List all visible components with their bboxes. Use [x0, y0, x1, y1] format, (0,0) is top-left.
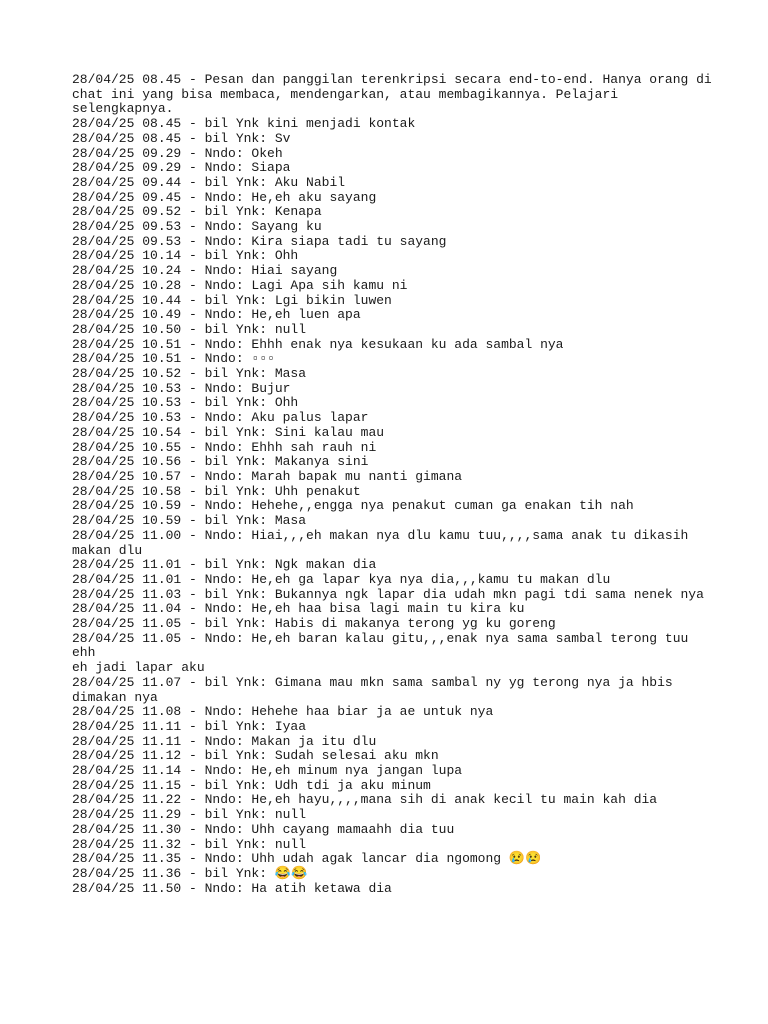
- log-line: 28/04/25 10.52 - bil Ynk: Masa: [72, 366, 307, 382]
- log-line: 28/04/25 11.35 - Nndo: Uhh udah agak lancar dia ngomong 😢😢: [72, 851, 542, 867]
- log-line: 28/04/25 11.00 - Nndo: Hiai,,,eh makan nya dlu kamu tuu,,,,sama anak tu dikasih makan dlu: [72, 527, 689, 558]
- log-line: 28/04/25 09.52 - bil Ynk: Kenapa: [72, 204, 322, 220]
- log-line: 28/04/25 11.12 - bil Ynk: Sudah selesai aku mkn: [72, 748, 439, 764]
- log-line: 28/04/25 08.45 - Pesan dan panggilan terenkripsi secara end-to-end. Hanya orang di chat ini yang bisa membaca, mendengarkan, atau membagikannya. Pelajari selengkapnya.: [72, 72, 712, 117]
- log-line: 28/04/25 09.53 - Nndo: Sayang ku: [72, 219, 322, 235]
- chat-log-document: [72, 73, 712, 896]
- log-line: 28/04/25 10.51 - Nndo: ▫▫▫: [72, 351, 275, 367]
- log-line: 28/04/25 11.11 - bil Ynk: Iyaa: [72, 718, 307, 734]
- log-line: 28/04/25 10.49 - Nndo: He,eh luen apa: [72, 307, 361, 323]
- log-line: 28/04/25 11.14 - Nndo: He,eh minum nya jangan lupa: [72, 763, 463, 779]
- log-line: 28/04/25 11.05 - Nndo: He,eh baran kalau gitu,,,enak nya sama sambal terong tuu ehh eh jadi lapar aku: [72, 630, 689, 676]
- log-line: 28/04/25 10.54 - bil Ynk: Sini kalau mau: [72, 424, 385, 440]
- log-line: 28/04/25 10.56 - bil Ynk: Makanya sini: [72, 454, 369, 470]
- log-line: 28/04/25 11.04 - Nndo: He,eh haa bisa lagi main tu kira ku: [72, 601, 525, 617]
- log-line: 28/04/25 10.55 - Nndo: Ehhh sah rauh ni: [72, 439, 377, 455]
- log-line: 28/04/25 11.08 - Nndo: Hehehe haa biar ja ae untuk nya: [72, 704, 494, 720]
- log-line: 28/04/25 09.29 - Nndo: Siapa: [72, 160, 291, 176]
- log-line: 28/04/25 09.53 - Nndo: Kira siapa tadi tu sayang: [72, 233, 447, 249]
- log-line: 28/04/25 11.03 - bil Ynk: Bukannya ngk lapar dia udah mkn pagi tdi sama nenek nya: [72, 586, 704, 602]
- log-line: 28/04/25 10.53 - bil Ynk: Ohh: [72, 395, 299, 411]
- log-line: 28/04/25 11.30 - Nndo: Uhh cayang mamaahh dia tuu: [72, 821, 455, 837]
- log-line: 28/04/25 10.59 - Nndo: Hehehe,,engga nya penakut cuman ga enakan tih nah: [72, 498, 634, 514]
- log-line: 28/04/25 10.50 - bil Ynk: null: [72, 321, 307, 337]
- log-line: 28/04/25 09.44 - bil Ynk: Aku Nabil: [72, 174, 346, 190]
- log-line: 28/04/25 10.58 - bil Ynk: Uhh penakut: [72, 483, 361, 499]
- log-line: 28/04/25 11.01 - Nndo: He,eh ga lapar kya nya dia,,,kamu tu makan dlu: [72, 571, 611, 587]
- log-line: 28/04/25 08.45 - bil Ynk kini menjadi kontak: [72, 116, 416, 132]
- log-line: 28/04/25 11.15 - bil Ynk: Udh tdi ja aku minum: [72, 777, 431, 793]
- log-line: 28/04/25 11.05 - bil Ynk: Habis di makanya terong yg ku goreng: [72, 616, 556, 632]
- log-line: 28/04/25 10.53 - Nndo: Aku palus lapar: [72, 410, 369, 426]
- log-line: 28/04/25 11.29 - bil Ynk: null: [72, 807, 307, 823]
- log-line: 28/04/25 10.14 - bil Ynk: Ohh: [72, 248, 299, 264]
- log-line: 28/04/25 10.53 - Nndo: Bujur: [72, 380, 291, 396]
- log-line: 28/04/25 10.51 - Nndo: Ehhh enak nya kesukaan ku ada sambal nya: [72, 336, 564, 352]
- log-line: 28/04/25 11.36 - bil Ynk: 😂😂: [72, 865, 308, 881]
- log-line: 28/04/25 11.32 - bil Ynk: null: [72, 836, 307, 852]
- log-line: 28/04/25 09.45 - Nndo: He,eh aku sayang: [72, 189, 377, 205]
- log-line: 28/04/25 10.24 - Nndo: Hiai sayang: [72, 263, 338, 279]
- log-line: 28/04/25 10.28 - Nndo: Lagi Apa sih kamu ni: [72, 277, 408, 293]
- log-line: 28/04/25 09.29 - Nndo: Okeh: [72, 145, 283, 161]
- log-line: 28/04/25 11.22 - Nndo: He,eh hayu,,,,mana sih di anak kecil tu main kah dia: [72, 792, 658, 808]
- log-line: 28/04/25 11.01 - bil Ynk: Ngk makan dia: [72, 557, 377, 573]
- log-line: 28/04/25 11.07 - bil Ynk: Gimana mau mkn sama sambal ny yg terong nya ja hbis dimakan nya: [72, 674, 673, 705]
- log-line: 28/04/25 11.50 - Nndo: Ha atih ketawa dia: [72, 880, 392, 896]
- log-line: 28/04/25 10.57 - Nndo: Marah bapak mu nanti gimana: [72, 468, 463, 484]
- log-line: 28/04/25 11.11 - Nndo: Makan ja itu dlu: [72, 733, 377, 749]
- log-line: 28/04/25 08.45 - bil Ynk: Sv: [72, 130, 291, 146]
- log-line: 28/04/25 10.44 - bil Ynk: Lgi bikin luwen: [72, 292, 392, 308]
- log-line: 28/04/25 10.59 - bil Ynk: Masa: [72, 513, 307, 529]
